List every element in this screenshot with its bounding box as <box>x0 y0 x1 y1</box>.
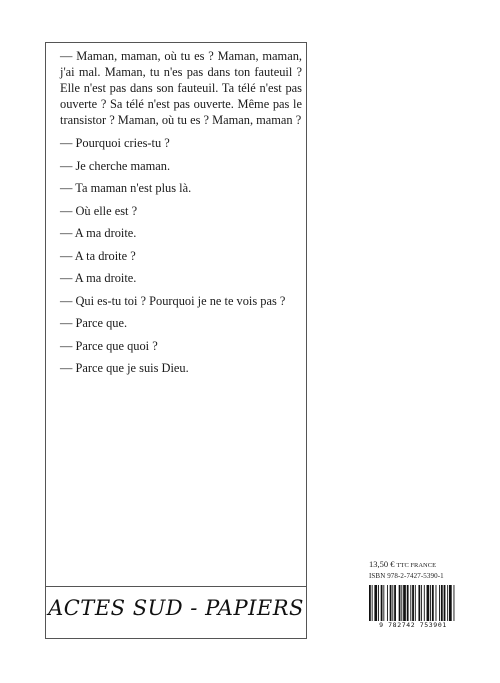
barcode-bar <box>421 585 422 621</box>
barcode-bar <box>383 585 384 621</box>
barcode-bar <box>430 585 431 621</box>
dialogue-opening: — Maman, maman, où tu es ? Maman, maman, j'ai mal. Maman, tu n'es pas dans ton fauteuil ? Elle n'est pas dans son fauteuil. Ta télé n'est pas ouverte ? Sa télé n'est pas ouverte. Même pas le transistor ? Maman, où tu es ? Maman, maman ? <box>60 49 302 127</box>
barcode-digits: 9 782742 753901 <box>367 621 459 629</box>
barcode-bar <box>374 585 377 621</box>
dialogue-line: — Je cherche maman. <box>60 158 171 173</box>
barcode-bar <box>381 585 383 621</box>
dialogue-text <box>60 48 302 383</box>
barcode-bar <box>415 585 416 621</box>
publisher-divider <box>45 586 307 587</box>
barcode-bars <box>367 585 459 625</box>
barcode-bar <box>436 585 437 621</box>
barcode-bar <box>444 585 446 621</box>
barcode-bar <box>412 585 414 625</box>
dialogue-line: — A ma droite. <box>60 226 137 240</box>
dialogue-line: — A ta droite ? <box>60 248 136 263</box>
barcode-bar <box>418 585 420 621</box>
barcode-bar <box>392 585 393 621</box>
publisher-logo: ACTES SUD - PAPIERS <box>48 596 304 620</box>
barcode-bar <box>390 585 392 621</box>
dialogue-line: — Parce que. <box>60 316 128 330</box>
barcode-bar <box>369 585 371 625</box>
dialogue-line: — Pourquoi cries-tu ? <box>60 136 170 150</box>
barcode-bar <box>432 585 434 621</box>
dialogue-line: — Qui es-tu toi ? Pourquoi je ne te vois pas ? <box>60 293 286 308</box>
price-amount: 13,50 € <box>369 559 395 569</box>
price-tax: TTC FRANCE <box>396 562 437 569</box>
dialogue-line: — Ta maman n'est plus là. <box>60 181 192 195</box>
dialogue-line: — Parce que quoi ? <box>60 338 158 353</box>
dialogue-line: — A ma droite. <box>60 271 137 285</box>
isbn-number: ISBN 978-2-7427-5390-1 <box>369 572 444 580</box>
barcode-bar <box>427 585 430 621</box>
dialogue-line: — Où elle est ? <box>60 203 138 218</box>
barcode-bar <box>407 585 409 621</box>
barcode <box>367 585 459 631</box>
barcode-bar <box>441 585 443 621</box>
barcode-bar <box>447 585 448 621</box>
barcode-bar <box>403 585 406 621</box>
barcode-bar <box>378 585 379 621</box>
barcode-bar <box>424 585 425 621</box>
barcode-bar <box>394 585 396 621</box>
barcode-bar <box>372 585 373 625</box>
barcode-bar <box>401 585 402 621</box>
barcode-bar <box>439 585 440 621</box>
barcode-bar <box>387 585 388 621</box>
barcode-bar <box>454 585 455 625</box>
barcode-bar <box>449 585 452 621</box>
barcode-bar <box>410 585 411 621</box>
dialogue-line: — Parce que je suis Dieu. <box>60 361 189 375</box>
barcode-bar <box>399 585 401 621</box>
price-info <box>369 559 459 582</box>
